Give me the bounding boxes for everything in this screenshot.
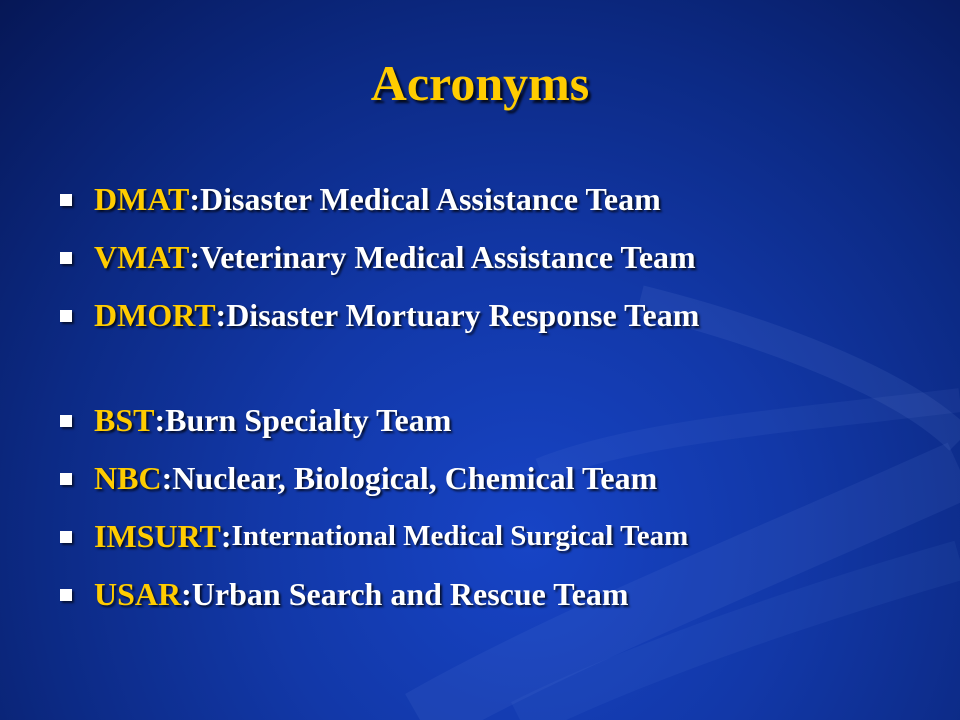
square-bullet-icon <box>60 194 72 206</box>
acronym-abbreviation: NBC <box>94 459 162 496</box>
acronym-separator: : <box>154 401 166 438</box>
square-bullet-icon <box>60 473 72 485</box>
acronym-abbreviation: VMAT <box>94 238 190 275</box>
acronym-separator: : <box>181 575 192 612</box>
list-item-usar <box>60 565 940 623</box>
square-bullet-icon <box>60 589 72 601</box>
acronym-separator: : <box>215 296 227 333</box>
acronym-description: Urban Search and Rescue Team <box>191 575 629 612</box>
acronym-abbreviation: DMORT <box>94 296 216 333</box>
acronym-abbreviation: DMAT <box>94 180 190 217</box>
square-bullet-icon <box>60 531 72 543</box>
list-item-imsurt <box>60 507 940 565</box>
acronym-description: Veterinary Medical Assistance Team <box>200 238 696 275</box>
acronym-description: Burn Specialty Team <box>165 401 452 438</box>
square-bullet-icon <box>60 252 72 264</box>
list-item-nbc <box>60 449 940 507</box>
list-item-dmat <box>60 170 940 228</box>
acronym-separator: : <box>189 180 201 217</box>
acronym-separator: : <box>220 517 232 554</box>
acronym-description: Nuclear, Biological, Chemical Team <box>172 459 658 496</box>
acronym-abbreviation: IMSURT <box>94 517 221 554</box>
acronym-description: Disaster Medical Assistance Team <box>200 180 661 217</box>
acronym-abbreviation: USAR <box>94 575 182 612</box>
square-bullet-icon <box>60 310 72 322</box>
slide-title: Acronyms <box>370 55 590 111</box>
square-bullet-icon <box>60 415 72 427</box>
acronym-separator: : <box>189 238 201 275</box>
acronym-description: International Medical Surgical Team <box>231 519 689 552</box>
list-item-vmat <box>60 228 940 286</box>
acronym-abbreviation: BST <box>94 401 155 438</box>
acronym-list <box>60 170 940 623</box>
list-item-bst <box>60 391 940 449</box>
list-item-dmort <box>60 286 940 344</box>
acronym-description: Disaster Mortuary Response Team <box>226 296 700 333</box>
acronym-separator: : <box>161 459 173 496</box>
